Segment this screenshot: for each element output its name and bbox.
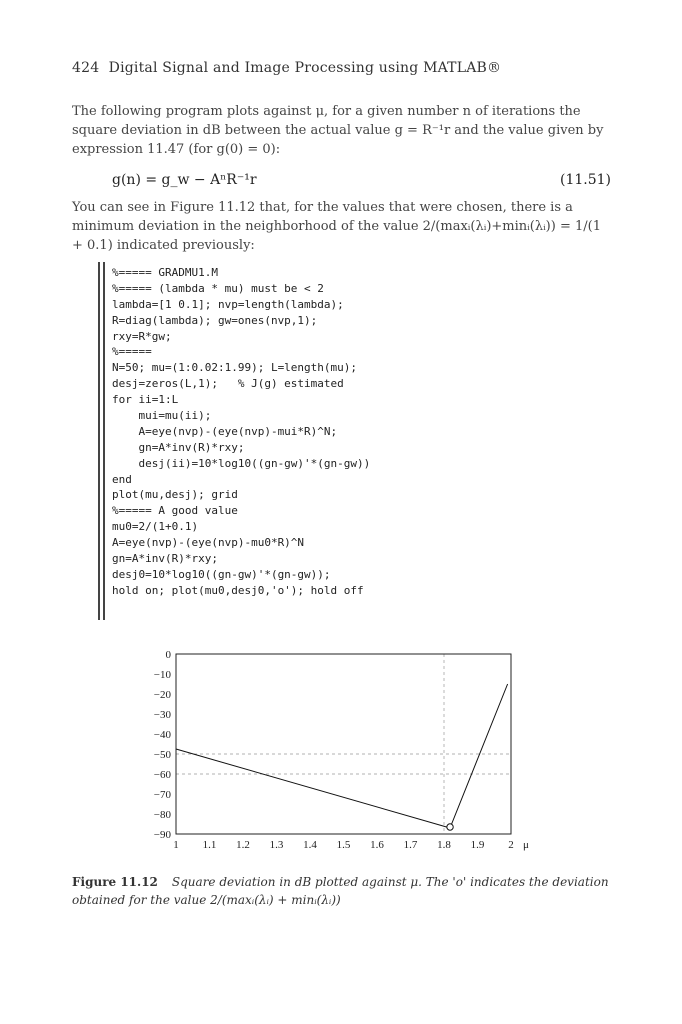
x-tick-label: 1 (173, 839, 179, 851)
code-line: desj0=10*log10((gn-gw)'*(gn-gw)); (112, 567, 331, 581)
y-tick-label: 0 (165, 649, 171, 661)
plot-frame (176, 654, 511, 834)
y-tick-label: −20 (153, 689, 171, 701)
code-line: R=diag(lambda); gw=ones(nvp,1); (112, 313, 318, 327)
code-line: mu0=2/(1+0.1) (112, 520, 199, 534)
code-line: rxy=R*gw; (112, 329, 172, 343)
x-axis-label: μ (523, 839, 529, 851)
code-line: hold on; plot(mu0,desj0,'o'); hold off (112, 583, 364, 597)
optimum-marker (447, 824, 453, 830)
code-line: for ii=1:L (112, 393, 179, 407)
x-tick-label: 1.2 (236, 839, 250, 851)
x-tick-label: 1.1 (202, 839, 217, 851)
code-line: %===== GRADMU1.M (112, 266, 218, 279)
code-line: A=eye(nvp)-(eye(nvp)-mu0*R)^N (112, 536, 305, 550)
book-title: Digital Signal and Image Processing using MATLAB® (108, 60, 502, 76)
figure-label: Figure 11.12 (72, 875, 158, 889)
code-border-left (98, 262, 100, 620)
code-line: desj=zeros(L,1); % J(g) estimated (112, 377, 344, 391)
y-tick-labels (154, 649, 172, 841)
x-tick-label: 1.7 (403, 839, 418, 851)
code-line: gn=A*inv(R)*rxy; (112, 552, 218, 566)
code-border-inner (103, 262, 105, 620)
matlab-code-listing (112, 265, 370, 599)
x-tick-label: 1.6 (370, 839, 384, 851)
code-line: A=eye(nvp)-(eye(nvp)-mui*R)^N; (112, 424, 338, 438)
x-tick-label: 1.8 (437, 839, 451, 851)
x-tick-labels (173, 839, 514, 851)
paragraph-intro: The following program plots against μ, for a given number n of iterations the square deviation in dB between the actual value g = R⁻¹r and the value given by expression 11.47 (for g(0) = 0): (72, 104, 604, 157)
page-number: 424 (72, 60, 100, 76)
y-tick-label: −40 (153, 729, 171, 741)
y-tick-label: −70 (153, 789, 171, 801)
deviation-chart (140, 640, 530, 855)
y-tick-label: −10 (153, 669, 171, 681)
x-tick-label: 1.9 (470, 839, 485, 851)
equation-11-51: g(n) = g_w − AⁿR⁻¹r (112, 172, 257, 188)
equation-number: (11.51) (560, 172, 612, 188)
code-line: desj(ii)=10*log10((gn-gw)'*(gn-gw)) (112, 456, 371, 470)
code-line: mui=mu(ii); (112, 409, 212, 423)
code-line: %===== A good value (112, 504, 238, 518)
code-line: end (112, 472, 132, 486)
x-tick-label: 1.5 (336, 839, 351, 851)
figure-caption (72, 873, 612, 909)
code-line: plot(mu,desj); grid (112, 488, 238, 502)
y-tick-label: −30 (153, 709, 171, 721)
code-line: lambda=[1 0.1]; nvp=length(lambda); (112, 297, 344, 311)
x-tick-label: 2 (508, 839, 514, 851)
chart-series (176, 684, 508, 830)
x-tick-label: 1.4 (303, 839, 317, 851)
code-line: gn=A*inv(R)*rxy; (112, 440, 245, 454)
y-tick-label: −60 (153, 769, 171, 781)
code-line: N=50; mu=(1:0.02:1.99); L=length(mu); (112, 361, 358, 375)
caption-text: Square deviation in dB plotted against μ. The 'o' indicates the deviation obtained for the value 2/(maxᵢ(λᵢ) + minᵢ(λᵢ)) (72, 875, 609, 907)
chart-grid (176, 654, 511, 834)
page-header (72, 60, 501, 76)
y-tick-label: −80 (153, 809, 171, 821)
code-line: %===== (lambda * mu) must be < 2 (112, 281, 324, 295)
y-tick-label: −50 (153, 749, 171, 761)
x-tick-label: 1.3 (269, 839, 284, 851)
paragraph-minimum: You can see in Figure 11.12 that, for the values that were chosen, there is a minimum deviation in the neighborhood of the value 2/(maxᵢ(λᵢ)+minᵢ(λᵢ)) = 1/(1 + 0.1) indicated previously: (72, 200, 601, 253)
series-line (176, 684, 508, 828)
y-tick-label: −90 (153, 829, 171, 841)
code-line: %===== (112, 345, 152, 359)
